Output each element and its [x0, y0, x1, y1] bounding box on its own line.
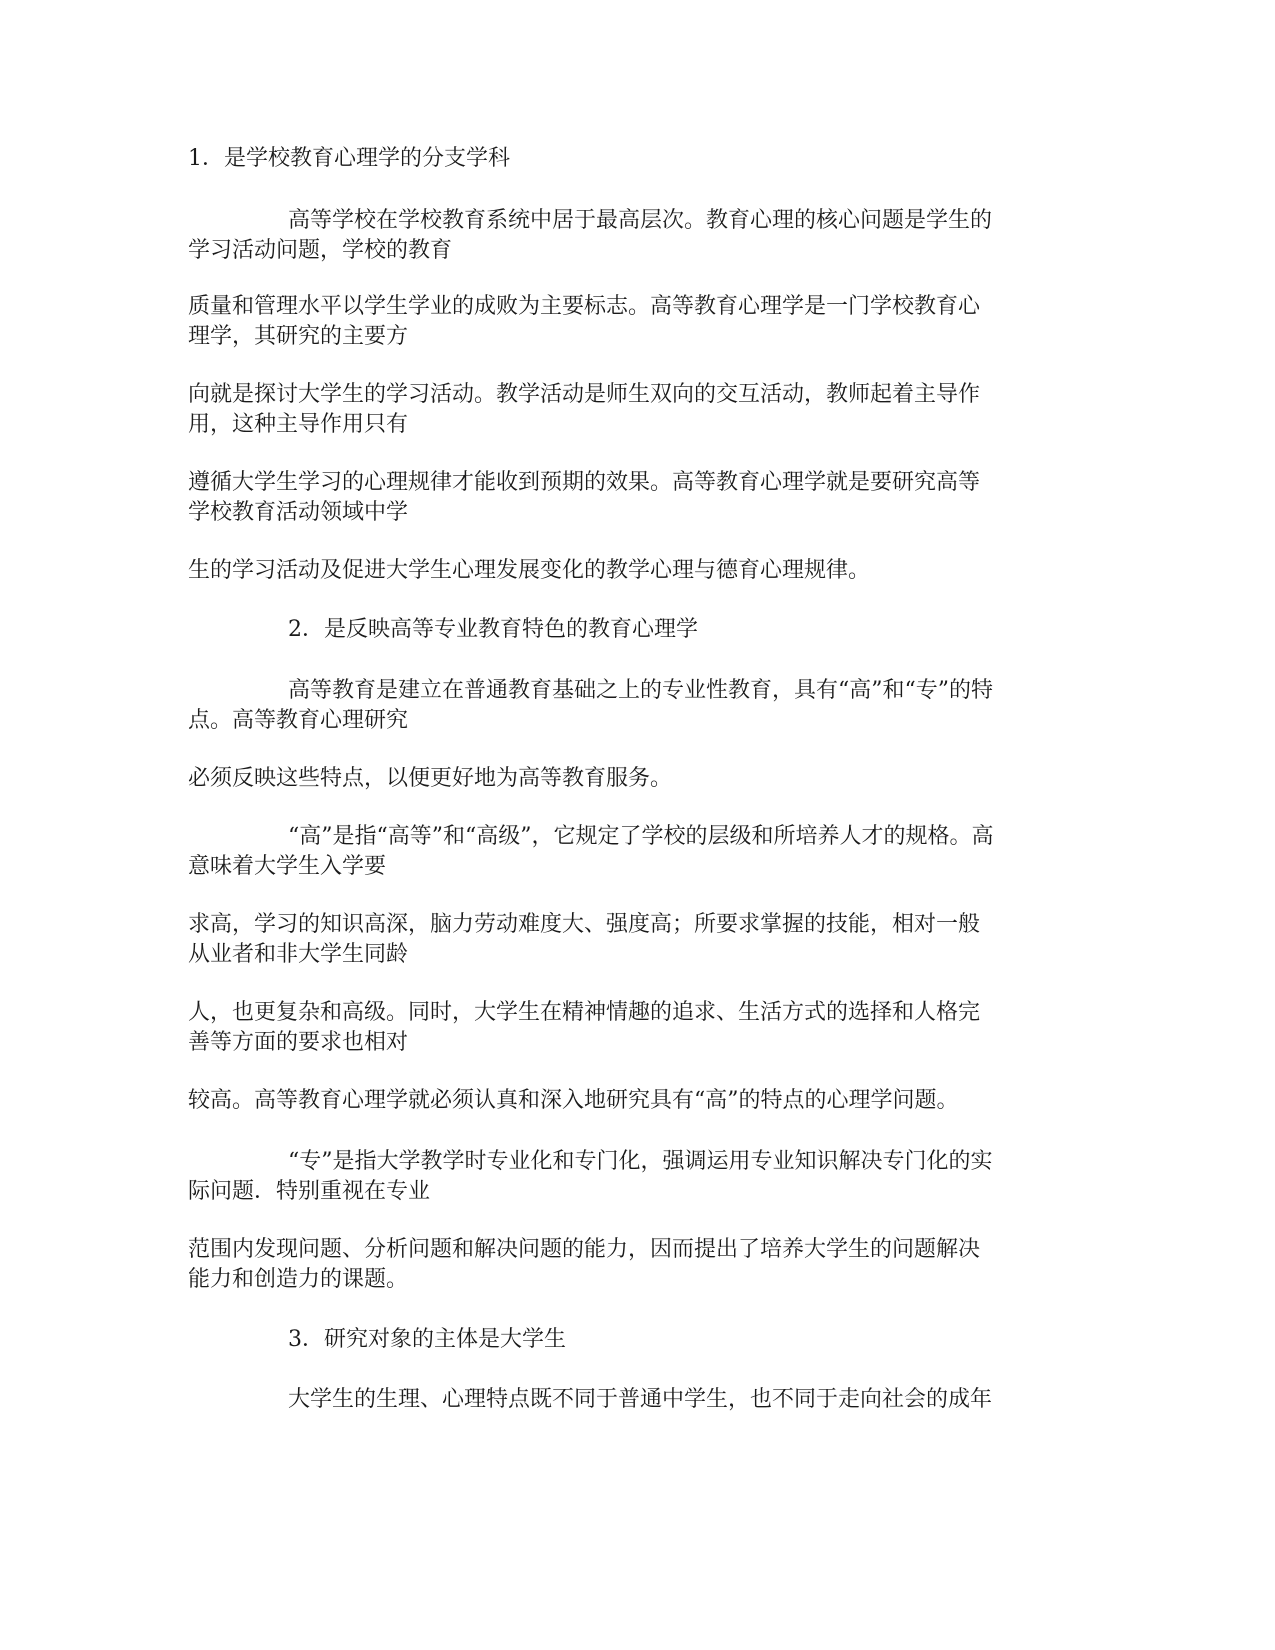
- section-heading-3: 3．研究对象的主体是大学生: [288, 1327, 566, 1352]
- paragraph-line: 质量和管理水平以学生学业的成败为主要标志。高等教育心理学是一门学校教育心: [188, 294, 981, 319]
- paragraph-line: 大学生的生理、心理特点既不同于普通中学生，也不同于走向社会的成年: [288, 1387, 993, 1412]
- paragraph-line: 从业者和非大学生同龄: [188, 942, 409, 967]
- paragraph-line: 善等方面的要求也相对: [188, 1030, 409, 1055]
- paragraph-line: “专”是指大学教学时专业化和专门化，强调运用专业知识解决专门化的实: [288, 1149, 993, 1174]
- paragraph-line: 点。高等教育心理研究: [188, 708, 409, 733]
- paragraph-line: 生的学习活动及促进大学生心理发展变化的教学心理与德育心理规律。: [188, 558, 871, 583]
- paragraph-line: “高”是指“高等”和“高级”，它规定了学校的层级和所培养人才的规格。高: [288, 824, 994, 849]
- section-heading-1: 1．是学校教育心理学的分支学科: [188, 146, 510, 171]
- paragraph-line: 意味着大学生入学要: [188, 854, 387, 879]
- section-heading-2: 2．是反映高等专业教育特色的教育心理学: [288, 617, 698, 642]
- paragraph-line: 学校教育活动领域中学: [188, 500, 409, 525]
- paragraph-line: 际问题．特别重视在专业: [188, 1179, 431, 1204]
- paragraph-line: 高等教育是建立在普通教育基础之上的专业性教育，具有“高”和“专”的特: [288, 678, 993, 703]
- paragraph-line: 高等学校在学校教育系统中居于最高层次。教育心理的核心问题是学生的: [288, 208, 993, 233]
- paragraph-line: 能力和创造力的课题。: [188, 1267, 409, 1292]
- paragraph-line: 理学，其研究的主要方: [188, 324, 409, 349]
- paragraph-line: 较高。高等教育心理学就必须认真和深入地研究具有“高”的特点的心理学问题。: [188, 1088, 959, 1113]
- paragraph-line: 用，这种主导作用只有: [188, 412, 409, 437]
- paragraph-line: 遵循大学生学习的心理规律才能收到预期的效果。高等教育心理学就是要研究高等: [188, 470, 981, 495]
- paragraph-line: 人，也更复杂和高级。同时，大学生在精神情趣的追求、生活方式的选择和人格完: [188, 1000, 981, 1025]
- paragraph-line: 必须反映这些特点，以便更好地为高等教育服务。: [188, 766, 673, 791]
- paragraph-line: 范围内发现问题、分析问题和解决问题的能力，因而提出了培养大学生的问题解决: [188, 1237, 981, 1262]
- paragraph-line: 求高，学习的知识高深，脑力劳动难度大、强度高；所要求掌握的技能，相对一般: [188, 912, 981, 937]
- paragraph-line: 学习活动问题，学校的教育: [188, 238, 453, 263]
- paragraph-line: 向就是探讨大学生的学习活动。教学活动是师生双向的交互活动，教师起着主导作: [188, 382, 981, 407]
